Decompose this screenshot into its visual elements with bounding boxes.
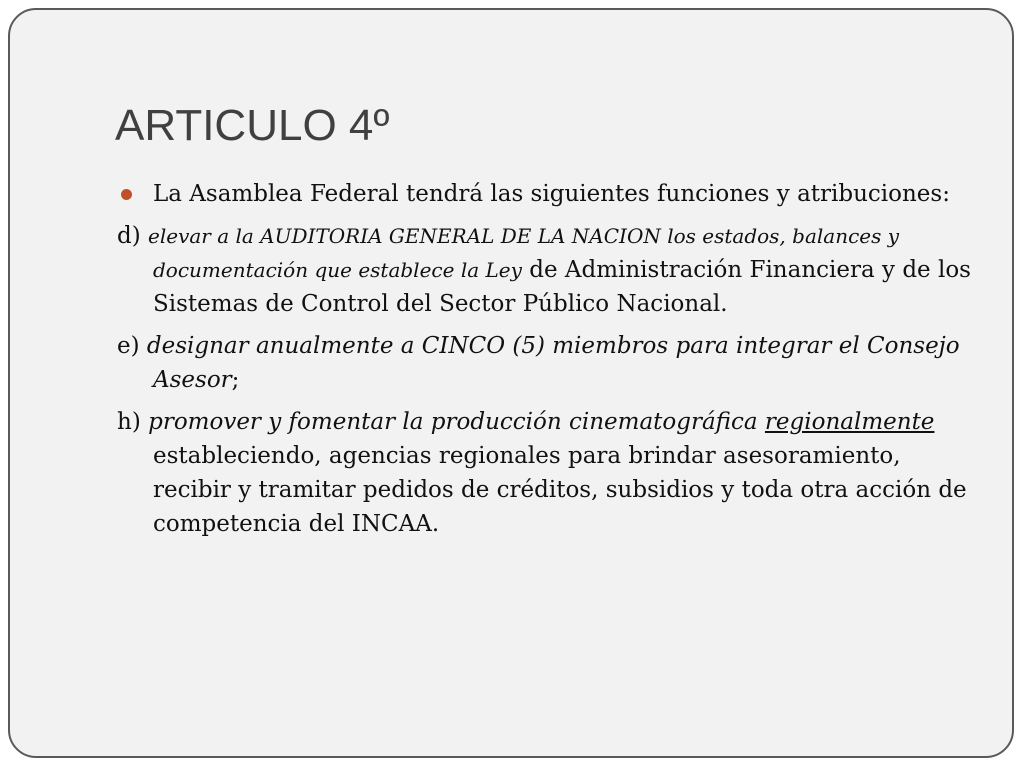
item-d [117, 219, 977, 321]
item-e-normal-text: ; [231, 367, 240, 393]
item-h-normal-text: estableciendo, agencias regionales para brindar asesoramiento, recibir y tramitar pedidos de créditos, subsidios y toda otra acción de competencia del INCAA. [153, 443, 967, 537]
item-h [117, 405, 977, 541]
bullet-item [117, 178, 977, 211]
bullet-dot-icon [121, 189, 132, 200]
slide-title: ARTICULO 4º [115, 101, 390, 150]
item-e [117, 329, 977, 397]
slide-frame [8, 8, 1014, 758]
item-d-label: d) [117, 223, 149, 249]
item-e-label: e) [117, 333, 147, 359]
bullet-text: La Asamblea Federal tendrá las siguientes funciones y atribuciones: [153, 181, 950, 207]
item-d-italic-text: elevar a la AUDITORIA GENERAL DE LA NACION los estados, balances y documentación que establece la Ley [148, 224, 900, 282]
item-e-italic-text: designar anualmente a CINCO (5) miembros para integrar el Consejo Asesor [146, 333, 960, 393]
item-h-label: h) [117, 409, 149, 435]
item-d-normal-text: de Administración Financiera y de los Sistemas de Control del Sector Público Nacional. [153, 257, 971, 317]
slide-body [117, 178, 977, 541]
item-h-italic-text: promover y fomentar la producción cinematográfica [148, 409, 765, 435]
item-h-underlined-text: regionalmente [764, 409, 935, 435]
